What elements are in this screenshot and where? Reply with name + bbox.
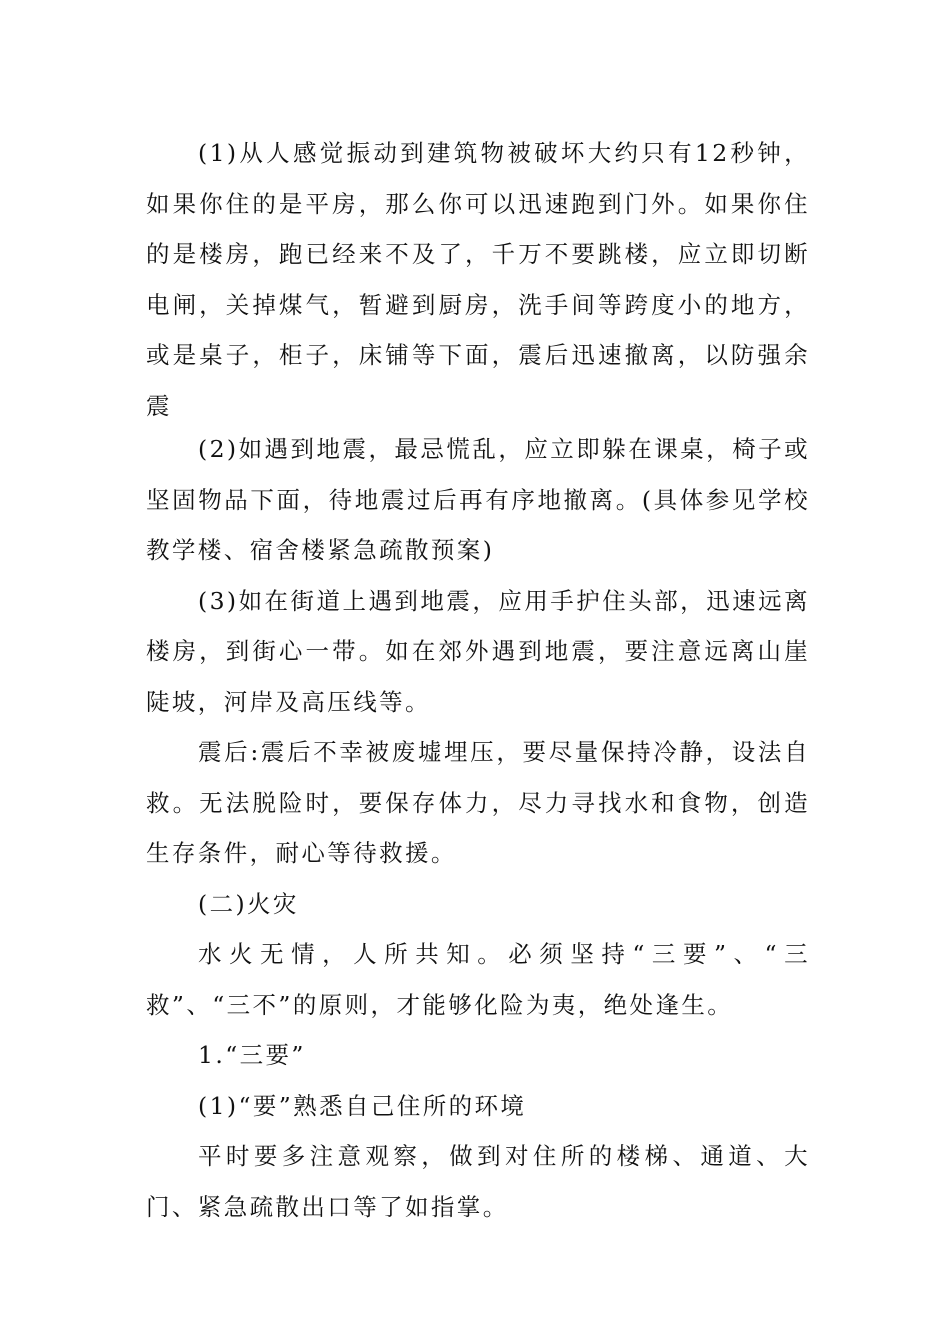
subheading-three-musts: 1.“三要”: [198, 1041, 306, 1069]
section-heading-fire: (二)火灾: [198, 889, 299, 918]
subheading-know-environment: (1)“要”熟悉自己住所的环境: [198, 1091, 527, 1120]
paragraph-earthquake-3: (3)如在街道上遇到地震，应用手护住头部，迅速远离楼房，到街心一带。如在郊外遇到地震，要注意远离山崖陡坡，河岸及高压线等。: [146, 586, 810, 716]
paragraph-earthquake-1: (1)从人感觉振动到建筑物被破坏大约只有12秒钟，如果你住的是平房，那么你可以迅速跑到门外。如果你住的是楼房，跑已经来不及了，千万不要跳楼，应立即切断电闸，关掉煤气，暂避到厨房，洗手间等跨度小的地方，或是桌子，柜子，床铺等下面，震后迅速撤离，以防强余震: [146, 139, 810, 420]
text-block-top: [146, 128, 810, 431]
paragraph-fire-principles: 水火无情，人所共知。必须坚持“三要”、“三救”、“三不”的原则，才能够化险为夷，绝处逢生。: [146, 940, 810, 1019]
paragraph-observe-exits: 平时要多注意观察，做到对住所的楼梯、通道、大门、紧急疏散出口等了如指掌。: [146, 1142, 810, 1221]
text-block-main: [146, 424, 810, 1232]
paragraph-after-quake: 震后:震后不幸被废墟埋压，要尽量保持冷静，设法自救。无法脱险时，要保存体力，尽力寻找水和食物，创造生存条件，耐心等待救援。: [146, 738, 810, 867]
paragraph-earthquake-2: (2)如遇到地震，最忌慌乱，应立即躲在课桌，椅子或坚固物品下面，待地震过后再有序地撤离。(具体参见学校教学楼、宿舍楼紧急疏散预案): [146, 435, 810, 564]
